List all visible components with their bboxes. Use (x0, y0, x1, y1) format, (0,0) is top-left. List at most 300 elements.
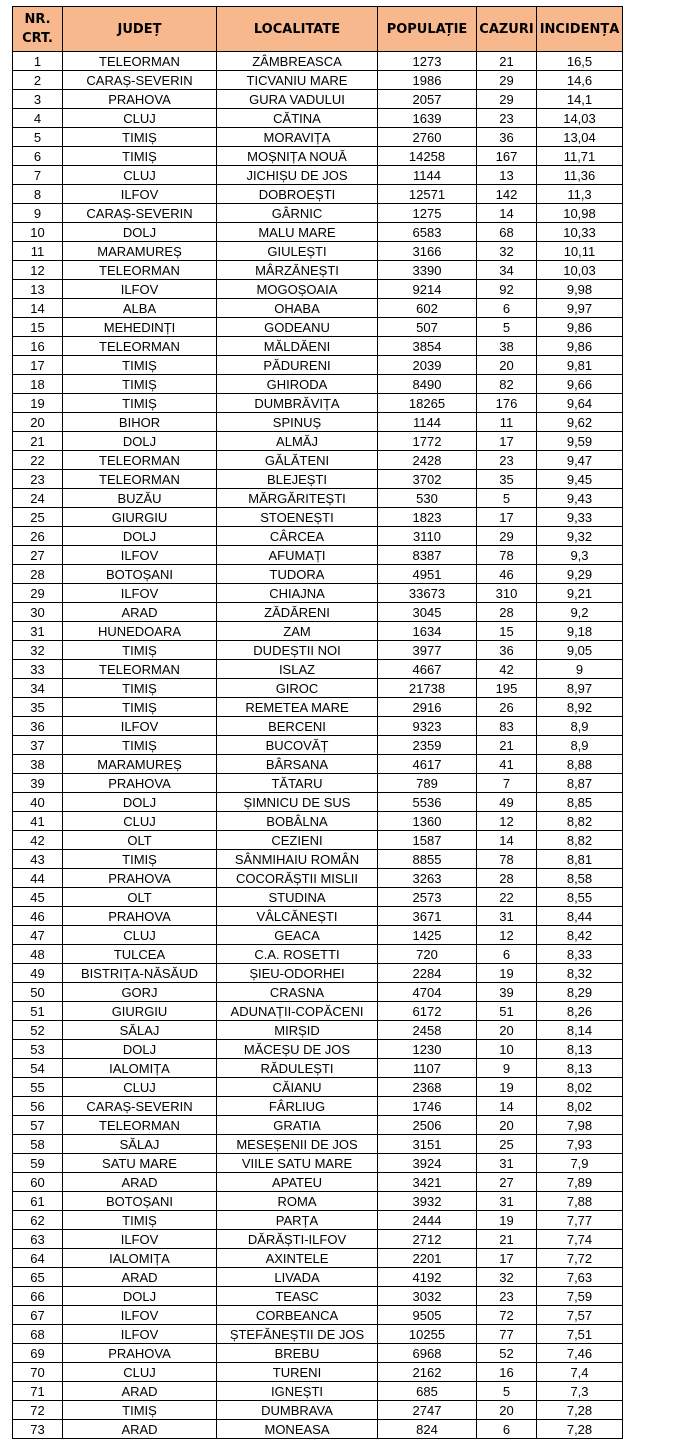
cell-incidenta: 11,3 (537, 185, 623, 204)
table-row (13, 1287, 623, 1306)
cell-nr: 54 (13, 1059, 63, 1078)
cell-incidenta: 8,26 (537, 1002, 623, 1021)
cell-populatie: 3390 (378, 261, 477, 280)
cell-cazuri: 20 (477, 1116, 537, 1135)
cell-populatie: 9323 (378, 717, 477, 736)
cell-incidenta: 8,58 (537, 869, 623, 888)
cell-incidenta: 9,62 (537, 413, 623, 432)
cell-cazuri: 29 (477, 71, 537, 90)
table-row (13, 679, 623, 698)
cell-cazuri: 14 (477, 204, 537, 223)
cell-judet: ARAD (63, 603, 217, 622)
cell-judet: DOLJ (63, 527, 217, 546)
cell-incidenta: 8,44 (537, 907, 623, 926)
cell-localitate: MÂRZĂNEȘTI (217, 261, 378, 280)
cell-judet: CLUJ (63, 1363, 217, 1382)
cell-nr: 24 (13, 489, 63, 508)
cell-nr: 53 (13, 1040, 63, 1059)
cell-populatie: 8855 (378, 850, 477, 869)
cell-cazuri: 82 (477, 375, 537, 394)
cell-judet: ILFOV (63, 185, 217, 204)
cell-incidenta: 7,63 (537, 1268, 623, 1287)
cell-nr: 15 (13, 318, 63, 337)
cell-nr: 36 (13, 717, 63, 736)
cell-judet: CLUJ (63, 166, 217, 185)
table-row (13, 698, 623, 717)
cell-localitate: BOBÂLNA (217, 812, 378, 831)
cell-populatie: 2760 (378, 128, 477, 147)
cell-incidenta: 8,55 (537, 888, 623, 907)
cell-localitate: GIULEȘTI (217, 242, 378, 261)
table-row (13, 926, 623, 945)
cell-nr: 72 (13, 1401, 63, 1420)
cell-localitate: ȘIMNICU DE SUS (217, 793, 378, 812)
cell-cazuri: 14 (477, 1097, 537, 1116)
cell-judet: BIHOR (63, 413, 217, 432)
cell-populatie: 1107 (378, 1059, 477, 1078)
cell-judet: BISTRIȚA-NĂSĂUD (63, 964, 217, 983)
cell-cazuri: 72 (477, 1306, 537, 1325)
cell-populatie: 602 (378, 299, 477, 318)
cell-populatie: 1639 (378, 109, 477, 128)
cell-incidenta: 9 (537, 660, 623, 679)
cell-judet: ILFOV (63, 1325, 217, 1344)
cell-judet: TIMIȘ (63, 356, 217, 375)
cell-cazuri: 17 (477, 432, 537, 451)
cell-judet: MARAMUREȘ (63, 242, 217, 261)
cell-incidenta: 7,72 (537, 1249, 623, 1268)
cell-populatie: 1772 (378, 432, 477, 451)
cell-incidenta: 8,85 (537, 793, 623, 812)
cell-judet: DOLJ (63, 1040, 217, 1059)
cell-nr: 73 (13, 1420, 63, 1439)
cell-incidenta: 9,86 (537, 337, 623, 356)
table-row (13, 356, 623, 375)
cell-nr: 60 (13, 1173, 63, 1192)
cell-cazuri: 19 (477, 964, 537, 983)
cell-populatie: 10255 (378, 1325, 477, 1344)
cell-localitate: GÂRNIC (217, 204, 378, 223)
cell-cazuri: 6 (477, 945, 537, 964)
cell-cazuri: 36 (477, 641, 537, 660)
cell-populatie: 1144 (378, 166, 477, 185)
cell-cazuri: 28 (477, 603, 537, 622)
cell-cazuri: 34 (477, 261, 537, 280)
cell-populatie: 2573 (378, 888, 477, 907)
cell-judet: GORJ (63, 983, 217, 1002)
cell-cazuri: 5 (477, 318, 537, 337)
table-row (13, 128, 623, 147)
cell-populatie: 789 (378, 774, 477, 793)
cell-populatie: 3977 (378, 641, 477, 660)
cell-cazuri: 167 (477, 147, 537, 166)
cell-incidenta: 9,21 (537, 584, 623, 603)
cell-judet: TELEORMAN (63, 337, 217, 356)
cell-incidenta: 8,97 (537, 679, 623, 698)
cell-judet: CLUJ (63, 1078, 217, 1097)
cell-judet: TIMIȘ (63, 641, 217, 660)
cell-populatie: 4667 (378, 660, 477, 679)
cell-incidenta: 8,13 (537, 1040, 623, 1059)
cell-populatie: 1634 (378, 622, 477, 641)
table-row (13, 869, 623, 888)
table-row (13, 812, 623, 831)
cell-incidenta: 10,11 (537, 242, 623, 261)
table-row (13, 242, 623, 261)
cell-nr: 45 (13, 888, 63, 907)
cell-localitate: DĂRĂȘTI-ILFOV (217, 1230, 378, 1249)
cell-populatie: 21738 (378, 679, 477, 698)
cell-incidenta: 8,92 (537, 698, 623, 717)
cell-nr: 52 (13, 1021, 63, 1040)
cell-localitate: MOGOȘOAIA (217, 280, 378, 299)
cell-incidenta: 8,9 (537, 717, 623, 736)
cell-cazuri: 21 (477, 736, 537, 755)
cell-nr: 14 (13, 299, 63, 318)
cell-incidenta: 11,36 (537, 166, 623, 185)
cell-populatie: 1823 (378, 508, 477, 527)
cell-judet: CLUJ (63, 926, 217, 945)
cell-nr: 9 (13, 204, 63, 223)
cell-localitate: STOENEȘTI (217, 508, 378, 527)
cell-incidenta: 8,87 (537, 774, 623, 793)
cell-judet: ARAD (63, 1173, 217, 1192)
cell-incidenta: 7,46 (537, 1344, 623, 1363)
table-row (13, 394, 623, 413)
cell-cazuri: 25 (477, 1135, 537, 1154)
cell-cazuri: 310 (477, 584, 537, 603)
cell-cazuri: 5 (477, 1382, 537, 1401)
cell-cazuri: 32 (477, 1268, 537, 1287)
cell-nr: 7 (13, 166, 63, 185)
table-row (13, 1135, 623, 1154)
cell-nr: 8 (13, 185, 63, 204)
cell-localitate: GURA VADULUI (217, 90, 378, 109)
cell-judet: SATU MARE (63, 1154, 217, 1173)
cell-cazuri: 36 (477, 128, 537, 147)
cell-localitate: MĂRGĂRITEȘTI (217, 489, 378, 508)
cell-localitate: MĂCEȘU DE JOS (217, 1040, 378, 1059)
cell-incidenta: 7,51 (537, 1325, 623, 1344)
table-row (13, 261, 623, 280)
cell-incidenta: 7,98 (537, 1116, 623, 1135)
cell-incidenta: 7,88 (537, 1192, 623, 1211)
cell-incidenta: 9,32 (537, 527, 623, 546)
table-row (13, 166, 623, 185)
cell-localitate: GHIRODA (217, 375, 378, 394)
cell-incidenta: 10,33 (537, 223, 623, 242)
cell-judet: ARAD (63, 1420, 217, 1439)
cell-cazuri: 20 (477, 1021, 537, 1040)
cell-localitate: ZAM (217, 622, 378, 641)
cell-populatie: 1425 (378, 926, 477, 945)
header-incidenta: INCIDENȚA (537, 7, 623, 52)
table-row (13, 774, 623, 793)
table-row (13, 1211, 623, 1230)
cell-nr: 58 (13, 1135, 63, 1154)
cell-populatie: 4704 (378, 983, 477, 1002)
cell-localitate: ALMĂJ (217, 432, 378, 451)
cell-localitate: GRATIA (217, 1116, 378, 1135)
table-row (13, 755, 623, 774)
cell-populatie: 2506 (378, 1116, 477, 1135)
table-row (13, 1021, 623, 1040)
cell-judet: SĂLAJ (63, 1135, 217, 1154)
cell-populatie: 3924 (378, 1154, 477, 1173)
table-row (13, 660, 623, 679)
cell-populatie: 2444 (378, 1211, 477, 1230)
cell-populatie: 4617 (378, 755, 477, 774)
cell-nr: 12 (13, 261, 63, 280)
cell-populatie: 824 (378, 1420, 477, 1439)
cell-incidenta: 7,59 (537, 1287, 623, 1306)
cell-localitate: DUDEȘTII NOI (217, 641, 378, 660)
cell-incidenta: 14,1 (537, 90, 623, 109)
cell-judet: TELEORMAN (63, 451, 217, 470)
cell-incidenta: 9,59 (537, 432, 623, 451)
cell-populatie: 720 (378, 945, 477, 964)
cell-populatie: 1986 (378, 71, 477, 90)
cell-nr: 6 (13, 147, 63, 166)
header-localitate: LOCALITATE (217, 7, 378, 52)
cell-nr: 11 (13, 242, 63, 261)
table-body (13, 52, 623, 1439)
cell-cazuri: 17 (477, 1249, 537, 1268)
cell-nr: 17 (13, 356, 63, 375)
table-row (13, 1078, 623, 1097)
cell-localitate: ADUNAȚII-COPĂCENI (217, 1002, 378, 1021)
cell-populatie: 8387 (378, 546, 477, 565)
cell-localitate: ȘTEFĂNEȘTII DE JOS (217, 1325, 378, 1344)
cell-judet: DOLJ (63, 793, 217, 812)
cell-populatie: 5536 (378, 793, 477, 812)
cell-nr: 40 (13, 793, 63, 812)
cell-populatie: 1587 (378, 831, 477, 850)
cell-populatie: 3045 (378, 603, 477, 622)
cell-nr: 44 (13, 869, 63, 888)
table-row (13, 1002, 623, 1021)
cell-incidenta: 8,82 (537, 831, 623, 850)
cell-cazuri: 5 (477, 489, 537, 508)
cell-localitate: MORAVIȚA (217, 128, 378, 147)
header-nr-crt: NR. CRT. (13, 7, 63, 52)
table-row (13, 1401, 623, 1420)
cell-nr: 43 (13, 850, 63, 869)
cell-incidenta: 9,81 (537, 356, 623, 375)
cell-cazuri: 20 (477, 1401, 537, 1420)
cell-populatie: 2712 (378, 1230, 477, 1249)
cell-localitate: REMETEA MARE (217, 698, 378, 717)
cell-nr: 20 (13, 413, 63, 432)
cell-nr: 16 (13, 337, 63, 356)
cell-localitate: TURENI (217, 1363, 378, 1382)
cell-localitate: FÂRLIUG (217, 1097, 378, 1116)
cell-cazuri: 11 (477, 413, 537, 432)
cell-nr: 67 (13, 1306, 63, 1325)
cell-incidenta: 16,5 (537, 52, 623, 71)
cell-nr: 46 (13, 907, 63, 926)
cell-cazuri: 12 (477, 926, 537, 945)
cell-nr: 35 (13, 698, 63, 717)
cell-cazuri: 29 (477, 527, 537, 546)
cell-localitate: OHABA (217, 299, 378, 318)
cell-judet: PRAHOVA (63, 869, 217, 888)
cell-populatie: 3032 (378, 1287, 477, 1306)
cell-localitate: IGNEȘTI (217, 1382, 378, 1401)
cell-populatie: 2428 (378, 451, 477, 470)
cell-localitate: AFUMAȚI (217, 546, 378, 565)
cell-judet: CARAȘ-SEVERIN (63, 71, 217, 90)
cell-incidenta: 9,45 (537, 470, 623, 489)
table-row (13, 223, 623, 242)
cell-populatie: 14258 (378, 147, 477, 166)
cell-incidenta: 8,33 (537, 945, 623, 964)
cell-populatie: 2057 (378, 90, 477, 109)
cell-incidenta: 9,05 (537, 641, 623, 660)
cell-populatie: 3151 (378, 1135, 477, 1154)
cell-nr: 1 (13, 52, 63, 71)
cell-nr: 34 (13, 679, 63, 698)
cell-incidenta: 9,18 (537, 622, 623, 641)
cell-localitate: CORBEANCA (217, 1306, 378, 1325)
table-row (13, 546, 623, 565)
cell-localitate: C.A. ROSETTI (217, 945, 378, 964)
cell-judet: TIMIȘ (63, 128, 217, 147)
table-row (13, 603, 623, 622)
cell-cazuri: 46 (477, 565, 537, 584)
table-row (13, 109, 623, 128)
cell-cazuri: 15 (477, 622, 537, 641)
cell-localitate: CĂIANU (217, 1078, 378, 1097)
cell-incidenta: 9,43 (537, 489, 623, 508)
cell-nr: 64 (13, 1249, 63, 1268)
cell-judet: TIMIȘ (63, 698, 217, 717)
cell-cazuri: 17 (477, 508, 537, 527)
cell-judet: GIURGIU (63, 508, 217, 527)
cell-judet: IALOMIȚA (63, 1059, 217, 1078)
table-row (13, 1306, 623, 1325)
cell-judet: BOTOȘANI (63, 565, 217, 584)
cell-populatie: 6968 (378, 1344, 477, 1363)
cell-cazuri: 21 (477, 1230, 537, 1249)
table-row (13, 1382, 623, 1401)
cell-incidenta: 9,86 (537, 318, 623, 337)
cell-localitate: BLEJEȘTI (217, 470, 378, 489)
cell-incidenta: 7,89 (537, 1173, 623, 1192)
table-row (13, 983, 623, 1002)
cell-localitate: AXINTELE (217, 1249, 378, 1268)
table-row (13, 318, 623, 337)
cell-localitate: TICVANIU MARE (217, 71, 378, 90)
cell-localitate: ȘIEU-ODORHEI (217, 964, 378, 983)
cell-populatie: 4951 (378, 565, 477, 584)
cell-incidenta: 7,57 (537, 1306, 623, 1325)
table-row (13, 280, 623, 299)
cell-judet: OLT (63, 888, 217, 907)
cell-localitate: DUMBRĂVIȚA (217, 394, 378, 413)
cell-incidenta: 14,6 (537, 71, 623, 90)
cell-cazuri: 142 (477, 185, 537, 204)
cell-incidenta: 13,04 (537, 128, 623, 147)
cell-nr: 63 (13, 1230, 63, 1249)
cell-populatie: 18265 (378, 394, 477, 413)
table-row (13, 1363, 623, 1382)
cell-cazuri: 21 (477, 52, 537, 71)
cell-judet: ILFOV (63, 546, 217, 565)
cell-cazuri: 32 (477, 242, 537, 261)
cell-cazuri: 23 (477, 109, 537, 128)
table-row (13, 584, 623, 603)
cell-nr: 70 (13, 1363, 63, 1382)
cell-judet: TIMIȘ (63, 1211, 217, 1230)
cell-populatie: 8490 (378, 375, 477, 394)
cell-cazuri: 68 (477, 223, 537, 242)
cell-judet: DOLJ (63, 432, 217, 451)
cell-incidenta: 8,88 (537, 755, 623, 774)
table-row (13, 1097, 623, 1116)
cell-judet: CARAȘ-SEVERIN (63, 204, 217, 223)
cell-localitate: JICHIȘU DE JOS (217, 166, 378, 185)
cell-judet: ILFOV (63, 280, 217, 299)
cell-nr: 19 (13, 394, 63, 413)
cell-cazuri: 12 (477, 812, 537, 831)
cell-localitate: BÂRSANA (217, 755, 378, 774)
table-row (13, 565, 623, 584)
cell-nr: 41 (13, 812, 63, 831)
cell-incidenta: 9,98 (537, 280, 623, 299)
table-row (13, 375, 623, 394)
cell-cazuri: 31 (477, 907, 537, 926)
cell-localitate: LIVADA (217, 1268, 378, 1287)
table-row (13, 508, 623, 527)
table-row (13, 888, 623, 907)
cell-incidenta: 11,71 (537, 147, 623, 166)
table-row (13, 793, 623, 812)
cell-cazuri: 29 (477, 90, 537, 109)
cell-populatie: 9505 (378, 1306, 477, 1325)
cell-localitate: VIILE SATU MARE (217, 1154, 378, 1173)
cell-incidenta: 8,81 (537, 850, 623, 869)
cell-judet: CLUJ (63, 812, 217, 831)
table-row (13, 964, 623, 983)
cell-incidenta: 10,03 (537, 261, 623, 280)
cell-localitate: GIROC (217, 679, 378, 698)
cell-cazuri: 38 (477, 337, 537, 356)
cell-incidenta: 8,32 (537, 964, 623, 983)
cell-populatie: 3671 (378, 907, 477, 926)
cell-localitate: PĂDURENI (217, 356, 378, 375)
cell-nr: 30 (13, 603, 63, 622)
cell-localitate: COCORĂȘTII MISLII (217, 869, 378, 888)
cell-judet: PRAHOVA (63, 1344, 217, 1363)
cell-populatie: 507 (378, 318, 477, 337)
cell-localitate: BREBU (217, 1344, 378, 1363)
cell-populatie: 2162 (378, 1363, 477, 1382)
cell-judet: TULCEA (63, 945, 217, 964)
cell-judet: SĂLAJ (63, 1021, 217, 1040)
cell-cazuri: 83 (477, 717, 537, 736)
cell-nr: 57 (13, 1116, 63, 1135)
cell-populatie: 3932 (378, 1192, 477, 1211)
table-row (13, 907, 623, 926)
cell-localitate: BUCOVĂȚ (217, 736, 378, 755)
table-row (13, 52, 623, 71)
cell-localitate: CHIAJNA (217, 584, 378, 603)
cell-incidenta: 9,29 (537, 565, 623, 584)
cell-nr: 22 (13, 451, 63, 470)
cell-incidenta: 8,14 (537, 1021, 623, 1040)
cell-judet: TIMIȘ (63, 375, 217, 394)
